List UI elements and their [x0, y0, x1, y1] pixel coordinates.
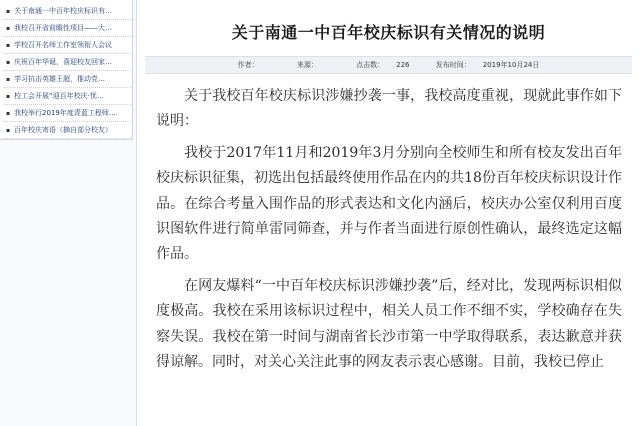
news-link[interactable]: 我校召开省前瞻性项目——大… [14, 24, 112, 32]
news-list-item[interactable] [4, 71, 132, 88]
bullet-icon: ▪ [6, 110, 11, 117]
news-link[interactable]: 关于南通一中百年校庆标识有… [14, 7, 112, 15]
article-meta-bar [145, 56, 632, 74]
sidebar [0, 0, 137, 426]
page-title: 关于南通一中百年校庆标识有关情况的说明 [231, 23, 546, 42]
news-link[interactable]: 我校举行2019年度青蓝工程师… [14, 109, 116, 117]
news-list-item[interactable] [4, 3, 132, 20]
bullet-icon: ▪ [6, 76, 11, 83]
date-label: 发布时间： [435, 61, 471, 69]
meta-hits [350, 61, 415, 69]
paragraph: 在网友爆料“一中百年校庆标识涉嫌抄袭”后，经对比，发现两标识相似度极高。我校在采用该标识过程中，相关人员工作不细不实，学校确存在失察失误。我校在第一时间与湖南省长沙市第一中学取得联系，表达歉意并获得谅解。同时，对关心关注此事的网友表示衷心感谢。目前，我校已停止 [156, 277, 622, 371]
bullet-icon: ▪ [6, 59, 11, 66]
news-link[interactable]: 学校召开名师工作室领衔人会议 [14, 41, 112, 49]
bullet-icon: ▪ [6, 93, 11, 100]
news-link[interactable]: 校工会开展“迎百年校庆·忧… [14, 92, 104, 100]
news-link[interactable]: 庆祝百年华诞，喜迎校友回家… [14, 58, 112, 66]
bullet-icon: ▪ [6, 42, 11, 49]
author-label: 作者： [237, 61, 259, 69]
meta-author [232, 61, 277, 69]
bullet-icon: ▪ [6, 8, 11, 15]
news-link[interactable]: 百年校庆寄语（摘自部分校友） [14, 126, 112, 134]
news-list-item[interactable] [4, 88, 132, 105]
article-body [156, 84, 622, 375]
news-list-item[interactable] [4, 122, 132, 139]
paragraph: 我校于2017年11月和2019年3月分别向全校师生和所有校友发出百年校庆标识征集，初选出包括最终使用作品在内的共18份百年校庆标识设计作品。在综合考量入围作品的形式表达和文化内涵后，校庆办公室仅利用百度识图软件进行简单雷同筛查，并与作者当面进行原创性确认，最终选定这幅作品。 [156, 144, 622, 263]
news-list-item[interactable] [4, 54, 132, 71]
bullet-icon: ▪ [6, 127, 11, 134]
news-list-item[interactable] [4, 37, 132, 54]
news-link[interactable]: 学习抗击英雄王超，推动党… [14, 75, 105, 83]
hits-value: 226 [396, 61, 410, 69]
paragraph: 关于我校百年校庆标识涉嫌抄袭一事，我校高度重视，现就此事作如下说明： [156, 88, 622, 130]
date-value: 2019年10月24日 [482, 61, 540, 69]
source-label: 来源： [296, 61, 318, 69]
news-list [0, 0, 133, 140]
bullet-icon: ▪ [6, 25, 11, 32]
news-list-item[interactable] [4, 20, 132, 37]
meta-source [291, 61, 336, 69]
article-content [137, 0, 640, 426]
hits-label: 点击数： [356, 61, 385, 69]
news-list-item[interactable] [4, 105, 132, 122]
meta-date [430, 61, 546, 69]
